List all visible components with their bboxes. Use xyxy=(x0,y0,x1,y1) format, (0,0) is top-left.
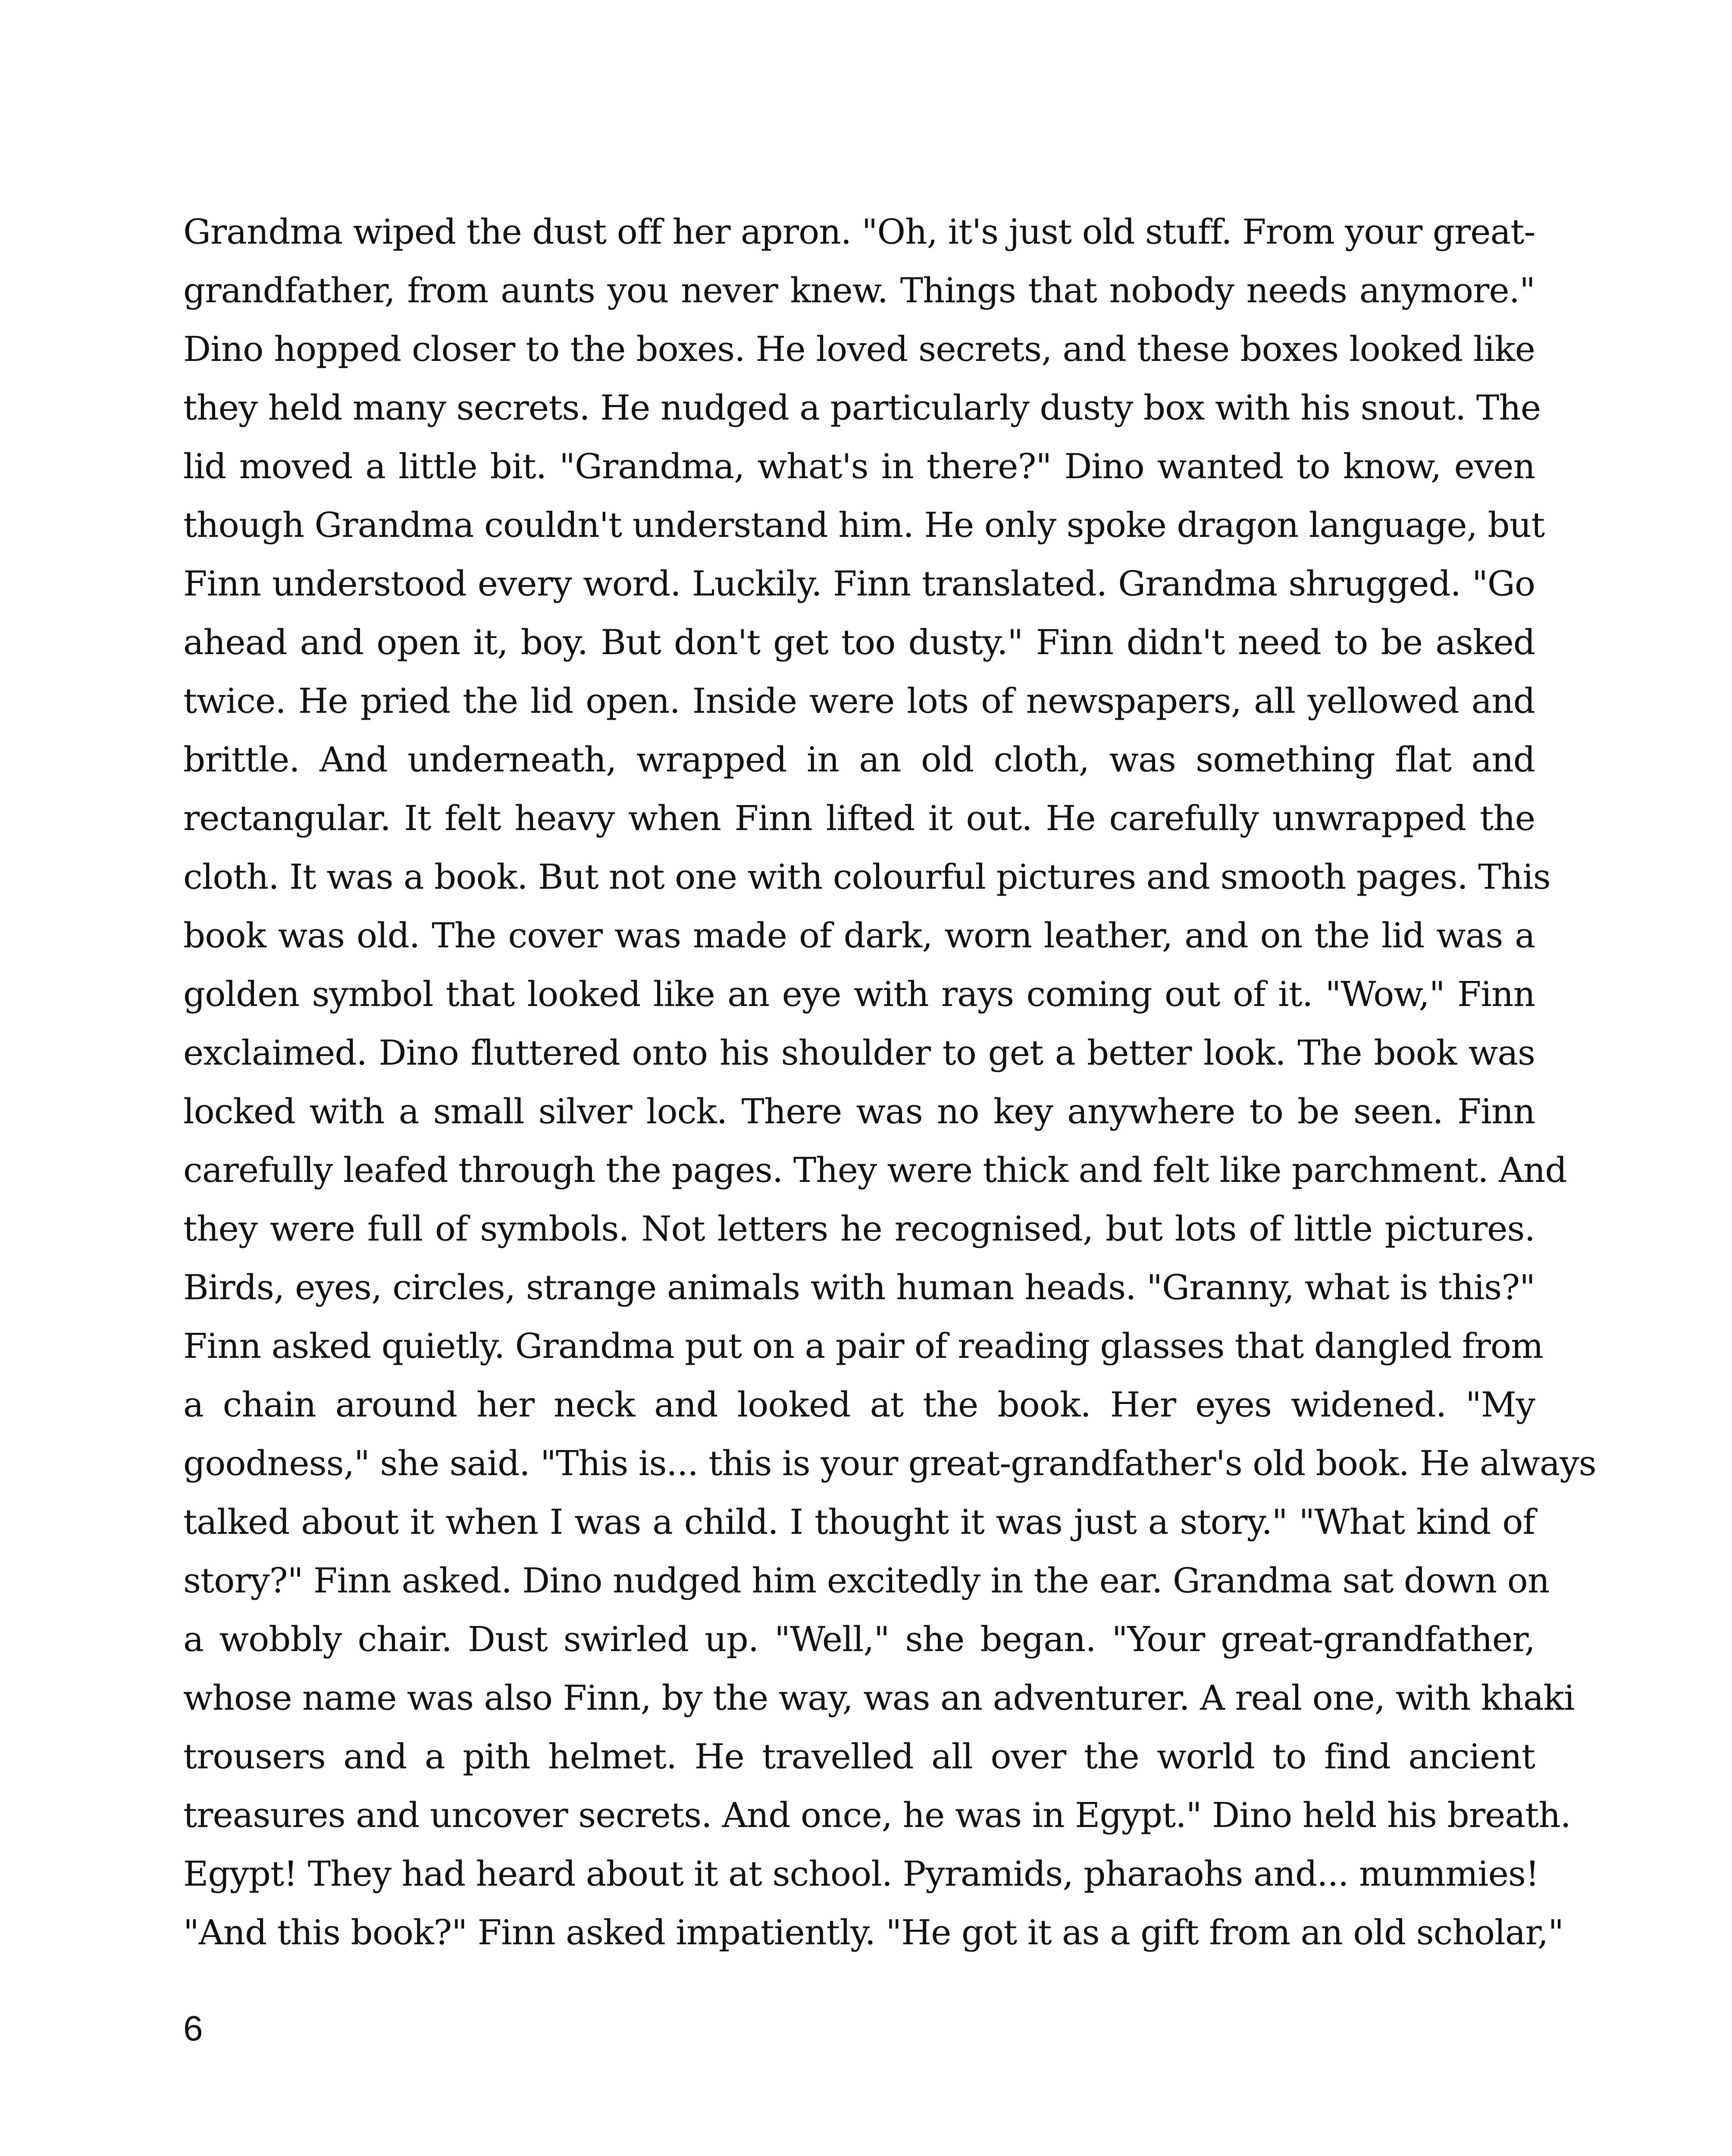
text-line: Birds, eyes, circles, strange animals with human heads. "Granny, what is this?" xyxy=(183,1267,1535,1307)
text-line: a chain around her neck and looked at the book. Her eyes widened. "My xyxy=(183,1385,1535,1425)
text-line: Dino hopped closer to the boxes. He loved secrets, and these boxes looked like xyxy=(183,329,1535,369)
text-line: though Grandma couldn't understand him. He only spoke dragon language, but xyxy=(183,505,1545,545)
text-line: carefully leafed through the pages. They were thick and felt like parchment. And xyxy=(183,1150,1567,1190)
text-line: Grandma wiped the dust off her apron. "Oh, it's just old stuff. From your great- xyxy=(183,212,1535,252)
text-line: story?" Finn asked. Dino nudged him excitedly in the ear. Grandma sat down on xyxy=(183,1561,1550,1601)
text-line: grandfather, from aunts you never knew. Things that nobody needs anymore." xyxy=(183,270,1535,310)
text-line: book was old. The cover was made of dark, worn leather, and on the lid was a xyxy=(183,915,1535,956)
text-line: golden symbol that looked like an eye with rays coming out of it. "Wow," Finn xyxy=(183,974,1535,1014)
body-text xyxy=(183,203,1596,1962)
text-line: goodness," she said. "This is... this is your great-grandfather's old book. He always xyxy=(183,1443,1596,1483)
text-line: locked with a small silver lock. There was no key anywhere to be seen. Finn xyxy=(183,1091,1535,1131)
text-line: cloth. It was a book. But not one with colourful pictures and smooth pages. This xyxy=(183,857,1550,897)
text-line: brittle. And underneath, wrapped in an old cloth, was something flat and xyxy=(183,740,1535,780)
text-line: twice. He pried the lid open. Inside were lots of newspapers, all yellowed and xyxy=(183,681,1535,721)
text-line: they were full of symbols. Not letters he recognised, but lots of little pictures. xyxy=(183,1209,1535,1249)
text-line: Finn understood every word. Luckily. Finn translated. Grandma shrugged. "Go xyxy=(183,564,1535,604)
text-line: a wobbly chair. Dust swirled up. "Well," she began. "Your great-grandfather, xyxy=(183,1619,1535,1659)
text-line: Finn asked quietly. Grandma put on a pair of reading glasses that dangled from xyxy=(183,1326,1543,1366)
text-line: ahead and open it, boy. But don't get too dusty." Finn didn't need to be asked xyxy=(183,622,1535,662)
text-line: exclaimed. Dino fluttered onto his shoulder to get a better look. The book was xyxy=(183,1033,1535,1073)
page-number: 6 xyxy=(183,2009,203,2048)
text-line: "And this book?" Finn asked impatiently. "He got it as a gift from an old scholar," xyxy=(183,1912,1564,1952)
text-line: lid moved a little bit. "Grandma, what's in there?" Dino wanted to know, even xyxy=(183,446,1535,486)
text-line: Egypt! They had heard about it at school. Pyramids, pharaohs and... mummies! xyxy=(183,1854,1539,1894)
text-line: trousers and a pith helmet. He travelled all over the world to find ancient xyxy=(183,1736,1535,1777)
text-line: rectangular. It felt heavy when Finn lifted it out. He carefully unwrapped the xyxy=(183,798,1535,838)
text-line: talked about it when I was a child. I thought it was just a story." "What kind of xyxy=(183,1502,1535,1542)
text-line: they held many secrets. He nudged a particularly dusty box with his snout. The xyxy=(183,388,1541,428)
text-line: treasures and uncover secrets. And once, he was in Egypt." Dino held his breath. xyxy=(183,1795,1571,1835)
text-line: whose name was also Finn, by the way, was an adventurer. A real one, with khaki xyxy=(183,1678,1575,1718)
